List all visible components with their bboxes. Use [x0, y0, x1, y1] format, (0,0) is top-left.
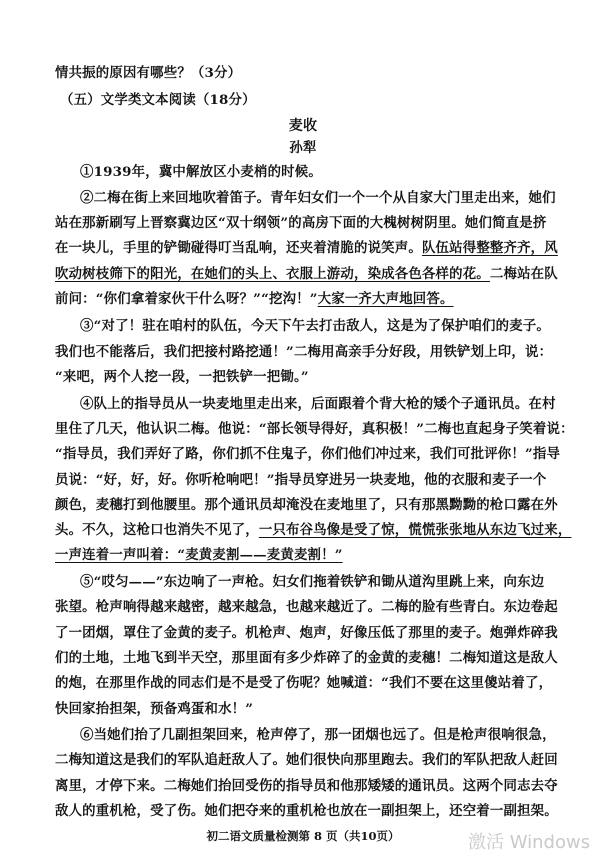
underlined-text: 一声连着一声叫着：“麦黄麦割——麦黄麦割！” — [55, 547, 343, 563]
plain-text: 头。不久，这枪口也消失不见了， — [55, 522, 259, 538]
paragraph-6-line-3: 离里，才停下来。二梅她们抬回受伤的指导员和他那矮矮的通讯员。这两个同志去夺 — [55, 778, 558, 794]
paragraph-2-line-1: ②二梅在街上来回地吹着笛子。青年妇女们一个一个从自家大门里走出来，她们 — [80, 190, 556, 206]
plain-text: 二梅站在队 — [489, 266, 558, 282]
paragraph-4-line-7 — [0, 545, 606, 565]
underlined-text: 队伍站得整整齐齐，风 — [421, 240, 558, 256]
paragraph-5-line-6: 快回家抬担架，预备鸡蛋和水！” — [55, 701, 254, 717]
author: 孙犁 — [289, 140, 317, 156]
paragraph-2-line-2: 站在那新刷写上晋察冀边区“双十纲领”的高房下面的大槐树树阴里。她们简直是挤 — [55, 215, 547, 231]
paragraph-2-line-5 — [0, 289, 606, 309]
paragraph-3-line-3: “来吧，两个人挖一段，一把铁铲一把锄。” — [55, 369, 309, 385]
paragraph-5-line-5: 的炮，在那里作战的同志们是不是受了伤呢？她喊道：“我们不要在这里傻站着了， — [55, 675, 553, 691]
section-heading: （五）文学类文本阅读（18分） — [60, 92, 256, 108]
plain-text: 在一块儿，手里的铲锄碰得叮当乱响，还夹着清脆的说笑声。 — [55, 240, 422, 256]
story-title: 麦收 — [288, 118, 318, 134]
paragraph-6-line-1: ⑥当她们抬了几副担架回来，枪声停了，那一团烟也远了。但是枪声很响很急， — [80, 727, 556, 743]
page-footer: 初二语文质量检测第 8 页（共10页） — [206, 829, 400, 843]
paragraph-6-line-2: 二梅知道这是我们的军队追赶敌人了。她们很快向那里跑去。我们的军队把敌人赶回 — [55, 752, 558, 768]
question-tail: 情共振的原因有哪些？（3分） — [55, 65, 242, 81]
paragraph-3-line-1: ③“对了！驻在咱村的队伍，今天下午去打击敌人，这是为了保护咱们的麦子。 — [80, 318, 550, 334]
paragraph-4-line-1: ④队上的指导员从一块麦地里走出来，后面跟着个背大枪的矮个子通讯员。在村 — [80, 396, 556, 412]
paragraph-3-line-2: 我们也不能落后，我们把接村路挖通！”二梅用高亲手分好段，用铁铲划上印，说： — [55, 344, 553, 360]
paragraph-2-line-4 — [0, 264, 606, 284]
underlined-text: 吹动树枝筛下的阳光，在她们的头上、衣服上游动，染成各色各样的花。 — [55, 266, 490, 282]
paragraph-4-line-3: “指导员，我们弄好了路，你们抓不住鬼子，你们他们冲过来，我们可批评你！”指导 — [55, 446, 561, 462]
underlined-text: 大家一齐大声地回答。 — [317, 291, 454, 307]
paragraph-5-line-4: 们的土地，土地飞到半天空，那里面有多少炸碎了的金黄的麦穗！二梅知道这是敌人 — [55, 650, 558, 666]
paragraph-5-line-1: ⑤“哎匀——”东边响了一声枪。妇女们拖着铁铲和锄从道沟里跳上来，向东边 — [80, 574, 545, 590]
windows-activation-watermark: 激活 Windows — [468, 832, 591, 853]
paragraph-1: ①1939年，冀中解放区小麦梢的时候。 — [80, 164, 322, 180]
plain-text: 前问：“你们拿着家伙干什么呀？”“挖沟！” — [55, 291, 318, 307]
paragraph-4-line-4: 员说：“好，好，好。你听枪响吧！”指导员穿进另一块麦地，他的衣服和麦子一个 — [55, 472, 547, 488]
paragraph-2-line-3 — [0, 238, 606, 258]
paragraph-4-line-5: 颜色，麦穗打到他腰里。那个通讯员却淹没在麦地里了，只有那黑黝黝的枪口露在外 — [55, 497, 558, 513]
underlined-text: 一只布谷鸟像是受了惊，慌慌张张地从东边飞过来， — [258, 522, 572, 538]
paragraph-4-line-6 — [0, 520, 606, 540]
paragraph-4-line-2: 里住了几天，他认识二梅。他说：“部长领导得好，真积极！”二梅也直起身子笑着说： — [55, 421, 574, 437]
paragraph-5-line-3: 了一团烟，罩住了金黄的麦子。机枪声、炮声，好像压低了那里的麦子。炮弹炸碎我 — [55, 625, 558, 641]
paragraph-5-line-2: 张望。枪声响得越来越密，越来越急，也越来越近了。二梅的脸有些青白。东边卷起 — [55, 599, 558, 615]
paragraph-6-line-4: 敌人的重机枪，受了伤。她们把夺来的重机枪也放在一副担架上，还空着一副担架。 — [55, 803, 558, 819]
